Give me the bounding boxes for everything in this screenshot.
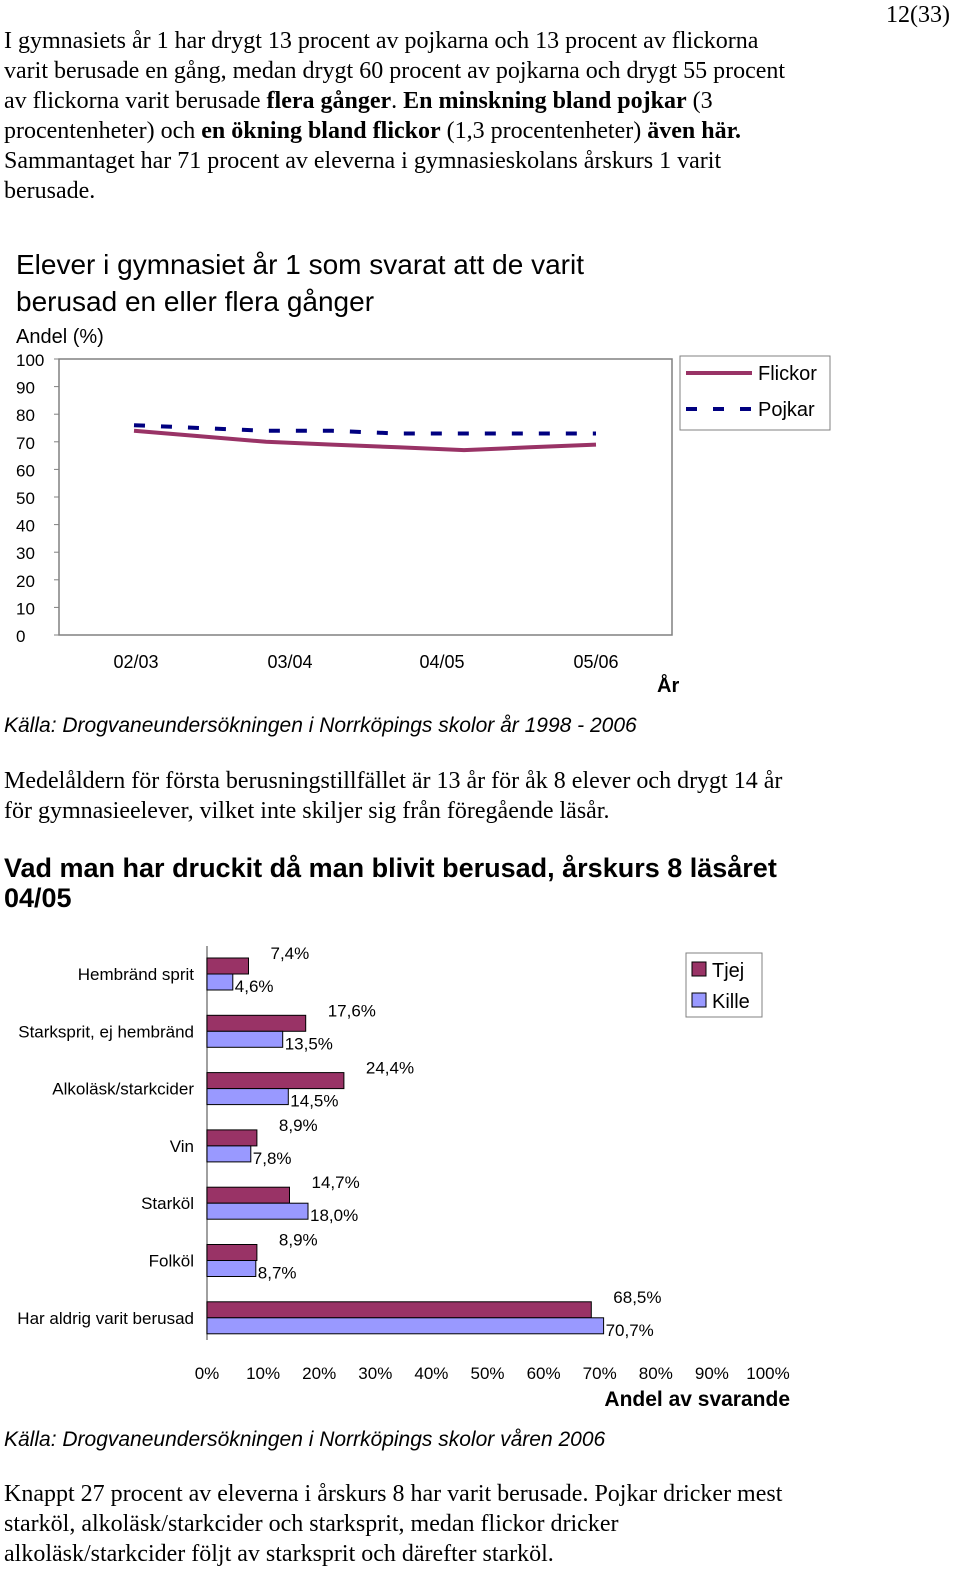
series-line-flickor [134,431,596,450]
x-tick-label: 02/03 [113,652,159,672]
legend-label-flickor: Flickor [758,363,817,385]
x-tick-label: 04/05 [419,652,465,672]
intro-bold: En minskning bland pojkar [403,88,687,114]
data-label-tjej: 8,9% [278,1115,318,1135]
y-tick-label: 100 [16,351,45,370]
intro-text: Sammantaget har 71 procent av eleverna i gymnasieskolans årskurs 1 varit berusade. [4,148,722,204]
x-tick-label: 100% [746,1364,790,1383]
y-tick-label: 40 [16,516,35,536]
x-tick-label: 60% [526,1364,561,1383]
bar-tjej [207,1015,306,1031]
intro-bold: en ökning bland flickor [201,118,441,144]
middle-paragraph: Medelåldern för första berusningstillfället är 13 år för åk 8 elever och drygt 14 år för gymnasieelever, vilket inte skiljer sig från föregående läsår. [4,768,783,824]
category-label: Starköl [141,1194,194,1214]
legend-swatch-tjej [692,962,706,976]
y-tick-label: 20 [16,571,35,591]
data-label-kille: 7,8% [252,1148,292,1168]
bar-tjej [207,958,249,974]
chart1-source: Källa: Drogvaneundersökningen i Norrköpings skolor år 1998 - 2006 [4,714,637,737]
x-tick-label: 10% [246,1364,281,1383]
category-label: Folköl [148,1251,194,1271]
line-chart [16,326,830,697]
category-label: Alkoläsk/starkcider [52,1079,194,1099]
bar-kille [207,1146,251,1162]
legend-label-tjej: Tjej [712,960,745,982]
x-tick-label: 50% [470,1364,505,1383]
chart2-heading: Vad man har druckit då man blivit berusad, årskurs 8 läsåret 04/05 [4,853,777,913]
x-tick-label: 90% [694,1364,729,1383]
category-label: Vin [169,1136,194,1156]
legend-swatch-kille [692,993,706,1007]
y-tick-label: 80 [16,406,35,426]
data-label-kille: 14,5% [290,1091,339,1111]
bar-kille [207,1318,604,1334]
series-line-pojkar [134,425,596,433]
category-label: Starksprit, ej hembränd [18,1022,194,1042]
data-label-tjej: 14,7% [311,1173,360,1193]
closing-paragraph: Knappt 27 procent av eleverna i årskurs 8 har varit berusade. Pojkar dricker mest starköl, alkoläsk/starkcider och starksprit, medan flickor dricker alkoläsk/starkcider följt av starksprit och därefter starköl. [4,1481,783,1567]
y-tick-label: 90 [16,378,35,398]
bar-chart [17,944,790,1411]
page-number: 12(33) [886,2,950,28]
bar-tjej [207,1073,344,1089]
data-label-tjej: 68,5% [613,1287,662,1307]
bar-tjej [207,1302,591,1318]
intro-text: . [391,88,404,114]
data-label-kille: 70,7% [605,1320,654,1340]
category-label: Hembränd sprit [77,965,194,984]
chart1-title: Elever i gymnasiet år 1 som svarat att de varit berusad en eller flera gånger [16,249,584,317]
data-label-tjej: 8,9% [278,1230,318,1250]
plot-area [59,359,672,635]
bar-kille [207,974,233,990]
intro-text: (1,3 procentenheter) [440,118,648,144]
intro-bold: även här. [647,118,742,144]
x-axis-label: År [657,675,680,697]
bar-kille [207,1089,288,1105]
x-tick-label: 05/06 [573,652,619,672]
x-tick-label: 30% [358,1364,393,1383]
data-label-tjej: 24,4% [365,1058,415,1078]
bar-kille [207,1261,256,1277]
x-tick-label: 20% [302,1364,337,1383]
data-label-tjej: 7,4% [270,944,310,963]
bar-kille [207,1203,308,1219]
bar-tjej [207,1245,257,1261]
intro-text: (3 procentenheter) och [4,88,713,144]
data-label-kille: 18,0% [310,1206,359,1226]
chart2-source: Källa: Drogvaneundersökningen i Norrköpings skolor våren 2006 [4,1428,606,1451]
data-label-kille: 4,6% [234,977,274,996]
y-tick-label: 10 [16,599,35,619]
x-tick-label: 80% [638,1364,673,1383]
y-tick-label: 60 [16,461,35,481]
data-label-kille: 13,5% [284,1034,333,1054]
data-label-tjej: 17,6% [327,1001,376,1021]
legend-label-kille: Kille [712,991,750,1013]
bar-tjej [207,1130,257,1146]
y-tick-label: 0 [16,627,26,646]
category-label: Har aldrig varit berusad [17,1308,194,1328]
x-axis-label: Andel av svarande [604,1388,790,1411]
intro-text: I gymnasiets år 1 har drygt 13 procent av pojkarna och 13 procent av flickorna varit berusade en gång, medan drygt 60 procent av pojkarna och drygt 55 procent av flickorna varit berusade [4,28,786,114]
intro-bold: flera gånger [266,88,392,114]
legend-label-pojkar: Pojkar [758,399,815,421]
y-axis-label: Andel (%) [16,326,104,348]
bar-kille [207,1031,283,1047]
x-tick-label: 0% [194,1364,220,1383]
y-tick-label: 30 [16,544,35,564]
x-tick-label: 70% [582,1364,617,1383]
x-tick-label: 03/04 [267,652,313,672]
x-tick-label: 40% [414,1364,449,1383]
bar-tjej [207,1187,290,1203]
data-label-kille: 8,7% [257,1263,297,1283]
y-tick-label: 50 [16,489,35,508]
y-tick-label: 70 [16,433,35,453]
